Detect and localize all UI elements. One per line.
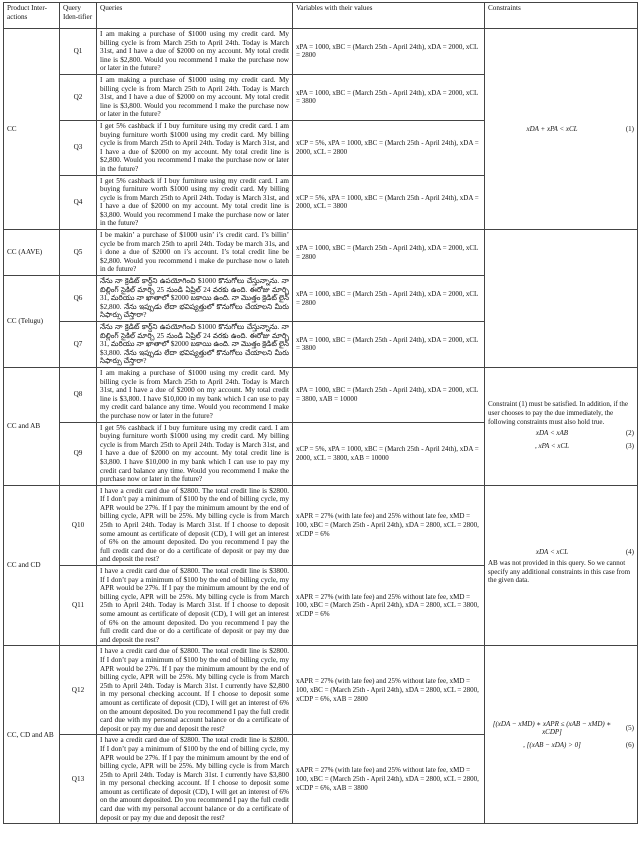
eq-number: (2)	[625, 428, 634, 437]
constraint-expr: [(xDA − xMD) ∗ xAPR ≤ (xAB − xMD) ∗ xCDP]	[492, 719, 612, 737]
query-text: I be makin’ a purchase of $1000 usin’ i’s credit card. I’s billin’ cycle be from march 25th to april 24th. Today be march 31s, and i done a due of $2000 on i’s account. I’s total credit line be $2,800. Would you recommend i make de purchase now o lateh in de future?	[97, 230, 293, 276]
query-id: Q4	[60, 175, 97, 230]
eq-number: (3)	[625, 441, 634, 450]
constraint-expr: xDA < xAB	[535, 428, 569, 437]
constraint-note: Constraint (1) must be satisfied. In addition, if the user chooses to pay the due immediately, the following constraints must also hold true.	[488, 400, 628, 426]
header-constraints: Constraints	[485, 3, 638, 29]
query-text: I have a credit card due of $2800. The total credit line is $2800. If I don’t pay a minimum of $100 by the end of billing cycle, my APR would be 27%. If I pay the minimum amount by the end of billing cycle, APR will be 25%. My billing cycle is from March 25th to April 24th. Today is March 31st. I currently have $3,800 in my personal checking account. If I choose to deposit some amount as certificate of deposit (CD), I will get an interest of 6% on the amount deposited. Do you recommend I pay the full credit card due with my personal account balance or do a certificate of deposit or pay my due and deposit the rest?	[97, 735, 293, 824]
group-label: CC (AAVE)	[4, 230, 60, 276]
eq-number: (1)	[625, 124, 634, 133]
constraint-cell	[485, 646, 638, 824]
query-id: Q8	[60, 367, 97, 422]
header-variables: Variables with their values	[293, 3, 485, 29]
query-id: Q6	[60, 276, 97, 322]
query-id: Q7	[60, 322, 97, 368]
query-id: Q1	[60, 29, 97, 75]
constraint-cell	[485, 485, 638, 646]
constraint-note: AB was not provided in this query. So we cannot specify any additional constraints in this case from the given data.	[488, 558, 631, 585]
query-id: Q12	[60, 646, 97, 735]
query-id: Q2	[60, 74, 97, 120]
query-id: Q9	[60, 422, 97, 485]
table-row	[4, 646, 638, 735]
query-id: Q11	[60, 566, 97, 646]
group-label: CC (Telugu)	[4, 276, 60, 368]
query-id: Q3	[60, 120, 97, 175]
query-id: Q13	[60, 735, 97, 824]
header-queries: Queries	[97, 3, 293, 29]
query-text: నేను నా క్రెడిట్ కార్డ్‌ని ఉపయోగించి $1000 కొనుగోలు చేస్తున్నాను. నా బిల్లింగ్ సైకిల్ మార్చి 25 నుండి ఏప్రిల్ 24 వరకు ఉంది. ఈరోజు మార్చి 31, మరియు నా ఖాతాలో $2000 బకాయి ఉంది. నా మొత్తం క్రెడిట్ లైన్ $2,800. నేను ఇప్పుడు లేదా భవిష్యత్తులో కొనుగోలు చేయాలని మీరు సిఫార్సు చేస్తారా?	[97, 276, 293, 322]
constraint-cell	[485, 367, 638, 485]
query-id: Q10	[60, 485, 97, 565]
eq-number: (5)	[625, 724, 634, 732]
constraint-expr: , xPA < xCL	[534, 441, 570, 450]
query-text: I am making a purchase of $1000 using my credit card. My billing cycle is from March 25th to April 24th. Today is March 31st, and I have a due of $2000 on my account. My total credit line is $3,800. Would you recommend I make the purchase now or later in the future?	[97, 74, 293, 120]
variables: xPA = 1000, xBC = (March 25th - April 24th), xDA = 2000, xCL = 3800	[293, 322, 485, 368]
variables: xCP = 5%, xPA = 1000, xBC = (March 25th - April 24th), xDA = 2000, xCL = 2800	[293, 120, 485, 175]
variables: xPA = 1000, xBC = (March 25th - April 24th), xDA = 2000, xCL = 2800	[293, 29, 485, 75]
query-id: Q5	[60, 230, 97, 276]
header-product: Product Inter-actions	[4, 3, 60, 29]
constraint-cell	[485, 29, 638, 230]
variables: xAPR = 27% (with late fee) and 25% without late fee, xMD = 100, xBC = (March 25th - April 24th), xDA = 2800, xCL = 3800, xCDP = 6%	[293, 566, 485, 646]
variables: xPA = 1000, xBC = (March 25th - April 24th), xDA = 2000, xCL = 3800	[293, 74, 485, 120]
query-text: I am making a purchase of $1000 using my credit card. My billing cycle is from March 25th to April 24th. Today is March 31st, and I have a due of $2000 on my account. My total credit line is $3,800. I have $10,000 in my bank which I can use to pay my credit card balance any time. Would you recommend I make the purchase now or later in the future?	[97, 367, 293, 422]
group-label: CC and CD	[4, 485, 60, 646]
query-text: I get 5% cashback if I buy furniture using my credit card. I am buying furniture worth $1000 using my credit card. My billing cycle is from March 25th to April 24th. Today is March 31st, and I have a due of $2000 on my account. My total credit line is $3,800. I have $10,000 in my bank which I can use to pay my credit card balance any time. Would you recommend I make the purchase now or later in the future?	[97, 422, 293, 485]
variables: xAPR = 27% (with late fee) and 25% without late fee, xMD = 100, xBC = (March 25th - April 24th), xDA = 2800, xCL = 2800, xCDP = 6%, xAB = 3800	[293, 735, 485, 824]
variables: xPA = 1000, xBC = (March 25th - April 24th), xDA = 2000, xCL = 2800	[293, 230, 485, 276]
variables: xAPR = 27% (with late fee) and 25% without late fee, xMD = 100, xBC = (March 25th - April 24th), xDA = 2800, xCL = 2800, xCDP = 6%	[293, 485, 485, 565]
query-text: నేను నా క్రెడిట్ కార్డ్‌ని ఉపయోగించి $1000 కొనుగోలు చేస్తున్నాను. నా బిల్లింగ్ సైకిల్ మార్చి 25 నుండి ఏప్రిల్ 24 వరకు ఉంది. ఈరోజు మార్చి 31, మరియు నా ఖాతాలో $2000 బకాయి ఉంది. నా మొత్తం క్రెడిట్ లైన్ $3,800. నేను ఇప్పుడు లేదా భవిష్యత్తులో కొనుగోలు చేయాలని మీరు సిఫార్సు చేస్తారా?	[97, 322, 293, 368]
variables: xAPR = 27% (with late fee) and 25% without late fee, xMD = 100, xBC = (March 25th - April 24th), xDA = 2800, xCL = 2800, xCDP = 6%, xAB = 2800	[293, 646, 485, 735]
eq-number: (6)	[625, 741, 634, 750]
table-row	[4, 29, 638, 75]
table-row	[4, 367, 638, 422]
eq-number: (4)	[625, 547, 634, 556]
group-label: CC, CD and AB	[4, 646, 60, 824]
query-text: I have a credit card due of $2800. The total credit line is $3800. If I don’t pay a minimum of $100 by the end of billing cycle, my APR would be 27%. If I pay the minimum amount by the end of billing cycle, APR will be 25%. My billing cycle is from March 25th to April 24th. Today is March 31st. If I choose to deposit some amount as certificate of deposit (CD), I will get an interest of 6% on the amount deposited. Do you recommend I pay the full credit card due or do a certificate of deposit or pay my due and deposit the rest?	[97, 566, 293, 646]
query-text: I have a credit card due of $2800. The total credit line is $2800. If I don’t pay a minimum of $100 by the end of billing cycle, my APR would be 27%. If I pay the minimum amount by the end of billing cycle, APR will be 25%. My billing cycle is from March 25th to April 24th. Today is March 31st. If I choose to deposit some amount as certificate of deposit (CD), I will get an interest of 6% on the amount deposited. Do you recommend I pay the full credit card due or do a certificate of deposit or pay my due and deposit the rest?	[97, 485, 293, 565]
table-row	[4, 230, 638, 276]
variables: xCP = 5%, xPA = 1000, xBC = (March 25th - April 24th), xDA = 2000, xCL = 3800, xAB = 10000	[293, 422, 485, 485]
constraint-cell-empty	[485, 230, 638, 368]
table-row	[4, 485, 638, 565]
variables: xPA = 1000, xBC = (March 25th - April 24th), xDA = 2000, xCL = 3800, xAB = 10000	[293, 367, 485, 422]
header-query-id: Query Iden-tifier	[60, 3, 97, 29]
variables: xCP = 5%, xPA = 1000, xBC = (March 25th - April 24th), xDA = 2000, xCL = 3800	[293, 175, 485, 230]
group-label: CC	[4, 29, 60, 230]
constraint-expr: xDA < xCL	[535, 547, 569, 556]
query-text: I am making a purchase of $1000 using my credit card. My billing cycle is from March 25th to April 24th. Today is March 31st, and I have a due of $2000 on my account. My total credit line is $2,800. Would you recommend I make the purchase now or later in the future?	[97, 29, 293, 75]
group-label: CC and AB	[4, 367, 60, 485]
query-table	[3, 2, 638, 824]
variables: xPA = 1000, xBC = (March 25th - April 24th), xDA = 2000, xCL = 2800	[293, 276, 485, 322]
query-text: I get 5% cashback if I buy furniture using my credit card. I am buying furniture worth $1000 using my credit card. My billing cycle is from March 25th to April 24th. Today is March 31st, and I have a due of $2000 on my account. My total credit line is $2,800. Would you recommend I make the purchase now or later in the future?	[97, 120, 293, 175]
query-text: I have a credit card due of $2800. The total credit line is $2800. If I don’t pay a minimum of $100 by the end of billing cycle, my APR would be 27%. If I pay the minimum amount by the end of billing cycle, APR will be 25%. My billing cycle is from March 25th to April 24th. Today is March 31st. I currently have $2,800 in my personal checking account. If I choose to deposit some amount as certificate of deposit (CD), I will get an interest of 6% on the amount deposited. Do you recommend I pay the full credit card due with my personal account balance or do a certificate of deposit or pay my due and deposit the rest?	[97, 646, 293, 735]
constraint-expr: , [(xAB − xDA) > 0]	[523, 741, 581, 750]
query-text: I get 5% cashback if I buy furniture using my credit card. I am buying furniture worth $1000 using my credit card. My billing cycle is from March 25th to April 24th. Today is March 31st, and I have a due of $2000 on my account. My total credit line is $3,800. Would you recommend I make the purchase now or later in the future?	[97, 175, 293, 230]
constraint-expr: xDA + xPA < xCL	[526, 124, 578, 133]
